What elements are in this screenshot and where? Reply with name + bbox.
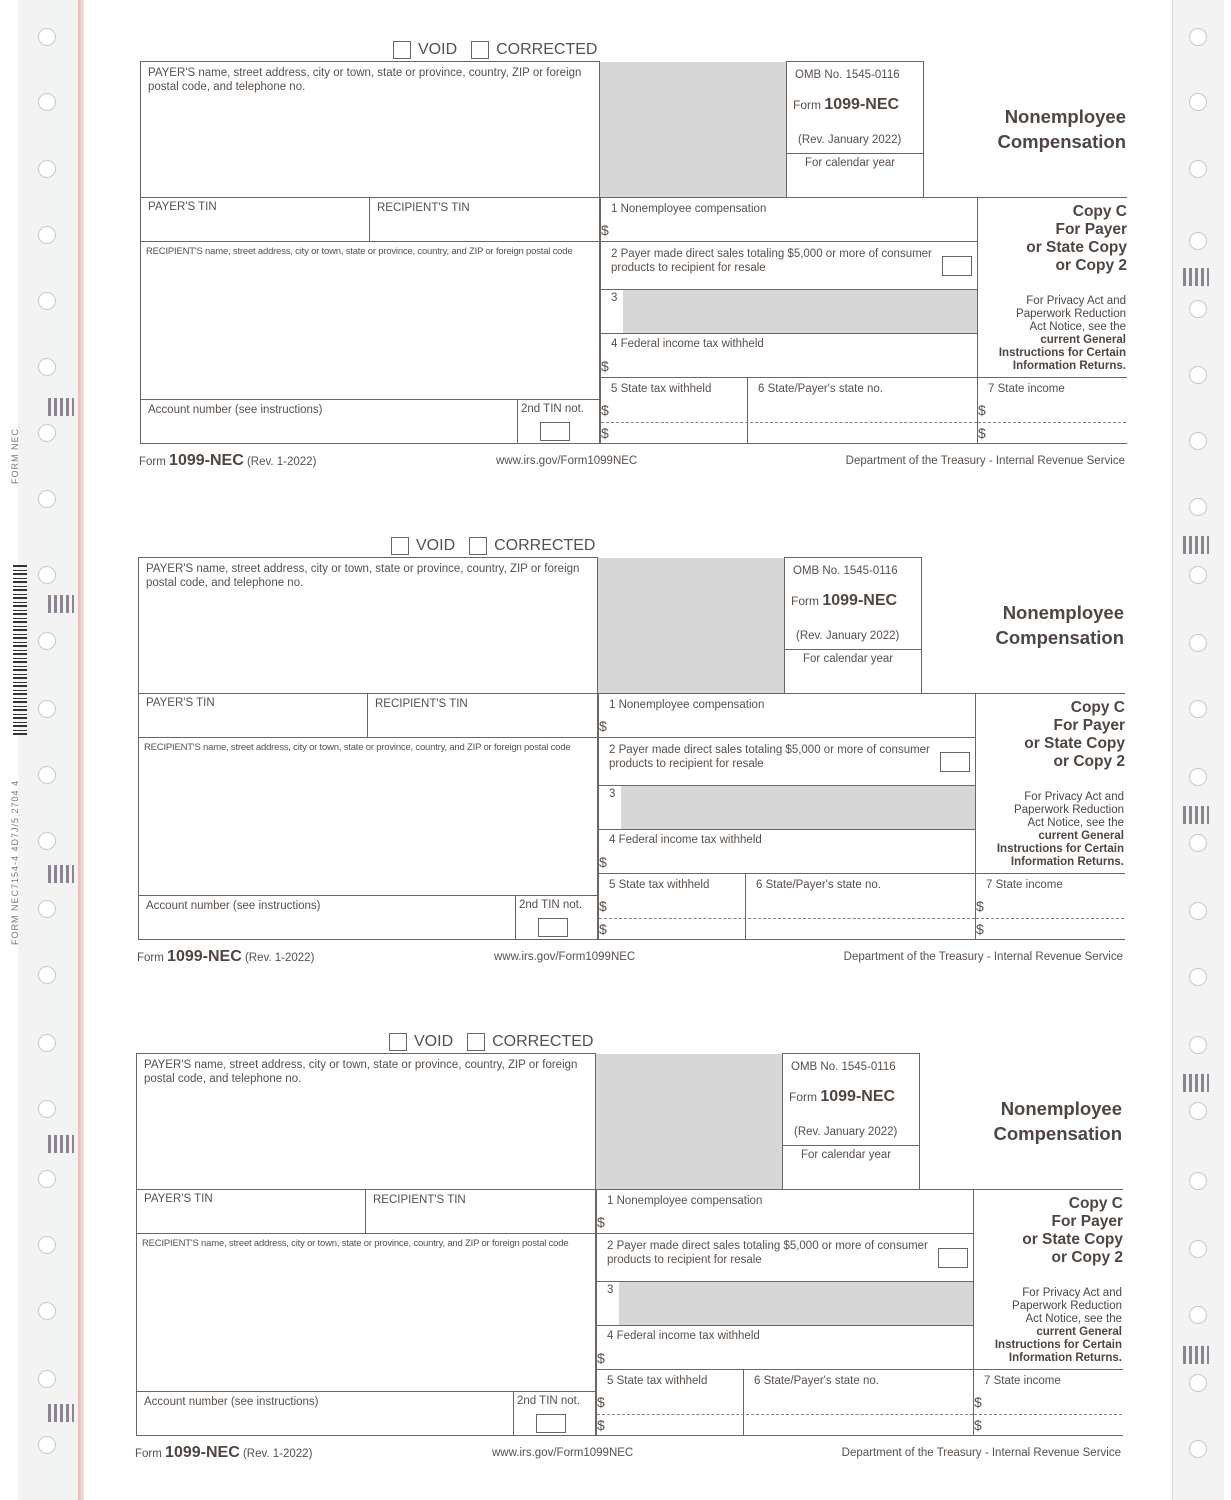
feed-hole [1189,93,1207,111]
box1-label: 1 Nonemployee compensation [609,699,765,711]
box3-label: 3 [611,292,618,304]
perforation-mark [48,398,74,416]
feed-hole [1189,1036,1207,1054]
dollar-sign: $ [599,921,607,937]
feed-hole [38,424,56,442]
dashed-line [976,918,1124,919]
payer-name-label: PAYER'S name, street address, city or town, state or province, country, ZIP or foreign postal code, and telephone no. [148,67,582,93]
feed-hole [38,566,56,584]
feed-hole [38,966,56,984]
box2-label: 2 Payer made direct sales totaling $5,000 or more of consumer products to recipient for resale [607,1240,928,1266]
revision: (Rev. January 2022) [798,134,902,146]
box2-checkbox[interactable] [940,752,970,772]
irs-url[interactable]: www.irs.gov/Form1099NEC [496,455,638,467]
feed-hole [1189,160,1207,178]
account-number-label: Account number (see instructions) [146,900,321,912]
feed-hole [38,1170,56,1188]
account-number-label: Account number (see instructions) [148,404,323,416]
account-number-label: Account number (see instructions) [144,1396,319,1408]
recipient-name-box[interactable] [138,737,598,896]
footer-form-name: Form 1099-NEC (Rev. 1-2022) [137,948,315,965]
void-checkbox[interactable]: VOID [389,1033,453,1051]
box4-label: 4 Federal income tax withheld [609,834,762,846]
feed-hole [1189,968,1207,986]
feed-hole [38,700,56,718]
feed-hole [1189,700,1207,718]
perforation-mark [1183,1346,1209,1364]
feed-hole [1189,902,1207,920]
feed-hole [1189,28,1207,46]
copy-c-label: Copy C For Payer or State Copy or Copy 2 [1024,699,1125,770]
recipient-name-label: RECIPIENT'S name, street address, city or town, state or province, country, and ZIP or foreign postal code [142,1238,569,1249]
perforation-mark [1183,806,1209,824]
form-1099-nec-3 [131,1032,1124,1477]
form-header [393,40,597,60]
box5-label: 5 State tax withheld [609,879,710,891]
form-number: Form 1099-NEC [793,96,900,113]
feed-hole [38,28,56,46]
dollar-sign: $ [597,1350,605,1366]
perforation-mark [48,1404,74,1422]
box6-label: 6 State/Payer's state no. [758,383,883,395]
form-footer [131,1444,1121,1464]
feed-hole [38,766,56,784]
dollar-sign: $ [976,921,984,937]
perforation-mark [48,865,74,883]
perforation-mark [1183,268,1209,286]
feed-hole [38,1302,56,1320]
recipient-tin-label: RECIPIENT'S TIN [375,698,468,710]
box5-label: 5 State tax withheld [607,1375,708,1387]
box3-shaded [623,290,977,333]
shaded-area [600,62,786,198]
feed-hole [38,1436,56,1454]
second-tin-checkbox[interactable] [540,422,570,441]
payer-tin-label: PAYER'S TIN [144,1193,213,1205]
irs-url[interactable]: www.irs.gov/Form1099NEC [494,951,636,963]
perforation-mark [48,595,74,613]
box1-label: 1 Nonemployee compensation [607,1195,763,1207]
dollar-sign: $ [599,718,607,734]
revision: (Rev. January 2022) [796,630,900,642]
feed-hole [1189,1240,1207,1258]
void-checkbox[interactable]: VOID [393,41,457,59]
form-header [389,1032,593,1052]
feed-hole [38,160,56,178]
revision: (Rev. January 2022) [794,1126,898,1138]
box2-checkbox[interactable] [938,1248,968,1268]
form-footer [135,452,1125,472]
feed-hole [1189,1440,1207,1458]
corrected-checkbox[interactable]: CORRECTED [467,1033,593,1051]
feed-hole [38,1100,56,1118]
side-form-code: FORM NEC7154-4 4D7J/5 2704 4 [10,779,20,945]
checkbox-icon [469,537,487,555]
box7-label: 7 State income [988,383,1065,395]
footer-form-name: Form 1099-NEC (Rev. 1-2022) [139,452,317,469]
calendar-year-label[interactable]: For calendar year [801,1149,892,1161]
recipient-name-box[interactable] [140,241,600,400]
form-number: Form 1099-NEC [791,592,898,609]
dollar-sign: $ [599,898,607,914]
payer-name-label: PAYER'S name, street address, city or town, state or province, country, ZIP or foreign postal code, and telephone no. [144,1059,578,1085]
recipient-name-label: RECIPIENT'S name, street address, city or town, state or province, country, and ZIP or foreign postal code [146,246,573,257]
feed-hole [38,292,56,310]
box3-label: 3 [607,1284,614,1296]
privacy-notice: For Privacy Act and Paperwork Reduction Act Notice, see the current General Instructions for Certain Information Returns. [994,1287,1122,1364]
divider [782,1145,920,1146]
payer-tin-label: PAYER'S TIN [146,697,215,709]
dollar-sign: $ [597,1394,605,1410]
box7-label: 7 State income [986,879,1063,891]
left-tractor-strip [18,0,80,1500]
recipient-name-label: RECIPIENT'S name, street address, city or town, state or province, country, and ZIP or foreign postal code [144,742,571,753]
feed-hole [38,226,56,244]
feed-hole [1189,432,1207,450]
feed-hole [1189,1102,1207,1120]
checkbox-icon [389,1033,407,1051]
box2-checkbox[interactable] [942,256,972,276]
second-tin-label: 2nd TIN not. [519,899,583,911]
dashed-line [601,422,977,423]
dashed-line [978,422,1126,423]
dollar-sign: $ [601,222,609,238]
feed-hole [1189,1172,1207,1190]
payer-tin-label: PAYER'S TIN [148,201,217,213]
second-tin-checkbox[interactable] [538,918,568,937]
dollar-sign: $ [974,1394,982,1410]
calendar-year-label[interactable]: For calendar year [803,653,894,665]
feed-hole [38,900,56,918]
dashed-line [599,918,975,919]
dollar-sign: $ [601,425,609,441]
shaded-area [596,1054,782,1190]
omb-number: OMB No. 1545-0116 [793,565,898,577]
feed-hole [1189,634,1207,652]
shaded-area [598,558,784,694]
box3-shaded [621,786,975,829]
box7-label: 7 State income [984,1375,1061,1387]
irs-url[interactable]: www.irs.gov/Form1099NEC [492,1447,634,1459]
form-title: Nonemployee Compensation [993,1098,1122,1144]
feed-hole [1189,1374,1207,1392]
box6-label: 6 State/Payer's state no. [756,879,881,891]
checkbox-icon [393,41,411,59]
checkbox-icon [471,41,489,59]
feed-hole [38,632,56,650]
feed-hole [1189,768,1207,786]
side-form-label: FORM NEC [10,428,20,484]
dollar-sign: $ [976,898,984,914]
right-tractor-strip [1172,0,1224,1500]
dollar-sign: $ [978,402,986,418]
privacy-notice: For Privacy Act and Paperwork Reduction Act Notice, see the current General Instructions for Certain Information Returns. [998,295,1126,372]
copy-c-label: Copy C For Payer or State Copy or Copy 2 [1022,1195,1123,1266]
form-footer [133,948,1123,968]
feed-hole [1189,1306,1207,1324]
calendar-year-label[interactable]: For calendar year [805,157,896,169]
department-label: Department of the Treasury - Internal Revenue Service [841,1447,1121,1459]
box3-label: 3 [609,788,616,800]
privacy-notice: For Privacy Act and Paperwork Reduction Act Notice, see the current General Instructions for Certain Information Returns. [996,791,1124,868]
form-header [391,536,595,556]
void-checkbox[interactable]: VOID [391,537,455,555]
recipient-name-box[interactable] [136,1233,596,1392]
box3-shaded [619,1282,973,1325]
feed-hole [38,1034,56,1052]
feed-hole [38,93,56,111]
box2-label: 2 Payer made direct sales totaling $5,000 or more of consumer products to recipient for resale [609,744,930,770]
dollar-sign: $ [597,1417,605,1433]
department-label: Department of the Treasury - Internal Revenue Service [845,455,1125,467]
corrected-checkbox[interactable]: CORRECTED [469,537,595,555]
omb-number: OMB No. 1545-0116 [791,1061,896,1073]
dollar-sign: $ [601,358,609,374]
dollar-sign: $ [978,425,986,441]
feed-hole [38,1236,56,1254]
feed-hole [38,1370,56,1388]
second-tin-label: 2nd TIN not. [517,1395,581,1407]
recipient-tin-label: RECIPIENT'S TIN [373,1194,466,1206]
dollar-sign: $ [599,854,607,870]
feed-hole [1189,300,1207,318]
feed-hole [38,358,56,376]
barcode [13,565,27,735]
box5-label: 5 State tax withheld [611,383,712,395]
corrected-checkbox[interactable]: CORRECTED [471,41,597,59]
footer-form-name: Form 1099-NEC (Rev. 1-2022) [135,1444,313,1461]
department-label: Department of the Treasury - Internal Revenue Service [843,951,1123,963]
dollar-sign: $ [601,402,609,418]
dashed-line [974,1414,1122,1415]
checkbox-icon [391,537,409,555]
dollar-sign: $ [597,1214,605,1230]
copy-c-label: Copy C For Payer or State Copy or Copy 2 [1026,203,1127,274]
recipient-tin-label: RECIPIENT'S TIN [377,202,470,214]
box2-label: 2 Payer made direct sales totaling $5,000 or more of consumer products to recipient for resale [611,248,932,274]
second-tin-checkbox[interactable] [536,1414,566,1433]
feed-hole [1189,566,1207,584]
feed-hole [38,832,56,850]
omb-number: OMB No. 1545-0116 [795,69,900,81]
feed-hole [1189,498,1207,516]
form-title: Nonemployee Compensation [995,602,1124,648]
feed-hole [1189,834,1207,852]
box4-label: 4 Federal income tax withheld [611,338,764,350]
perforation-mark [1183,1074,1209,1092]
perforation-mark [1183,536,1209,554]
feed-hole [1189,232,1207,250]
dashed-line [597,1414,973,1415]
box4-label: 4 Federal income tax withheld [607,1330,760,1342]
payer-name-label: PAYER'S name, street address, city or town, state or province, country, ZIP or foreign postal code, and telephone no. [146,563,580,589]
form-1099-nec-2 [133,536,1126,981]
box1-label: 1 Nonemployee compensation [611,203,767,215]
dollar-sign: $ [974,1417,982,1433]
divider [784,649,922,650]
checkbox-icon [467,1033,485,1051]
feed-hole [1189,366,1207,384]
box6-label: 6 State/Payer's state no. [754,1375,879,1387]
second-tin-label: 2nd TIN not. [521,403,585,415]
feed-hole [38,490,56,508]
perforation-mark [48,1135,74,1153]
divider [786,153,924,154]
form-title: Nonemployee Compensation [997,106,1126,152]
form-number: Form 1099-NEC [789,1088,896,1105]
form-1099-nec-1 [135,40,1128,485]
